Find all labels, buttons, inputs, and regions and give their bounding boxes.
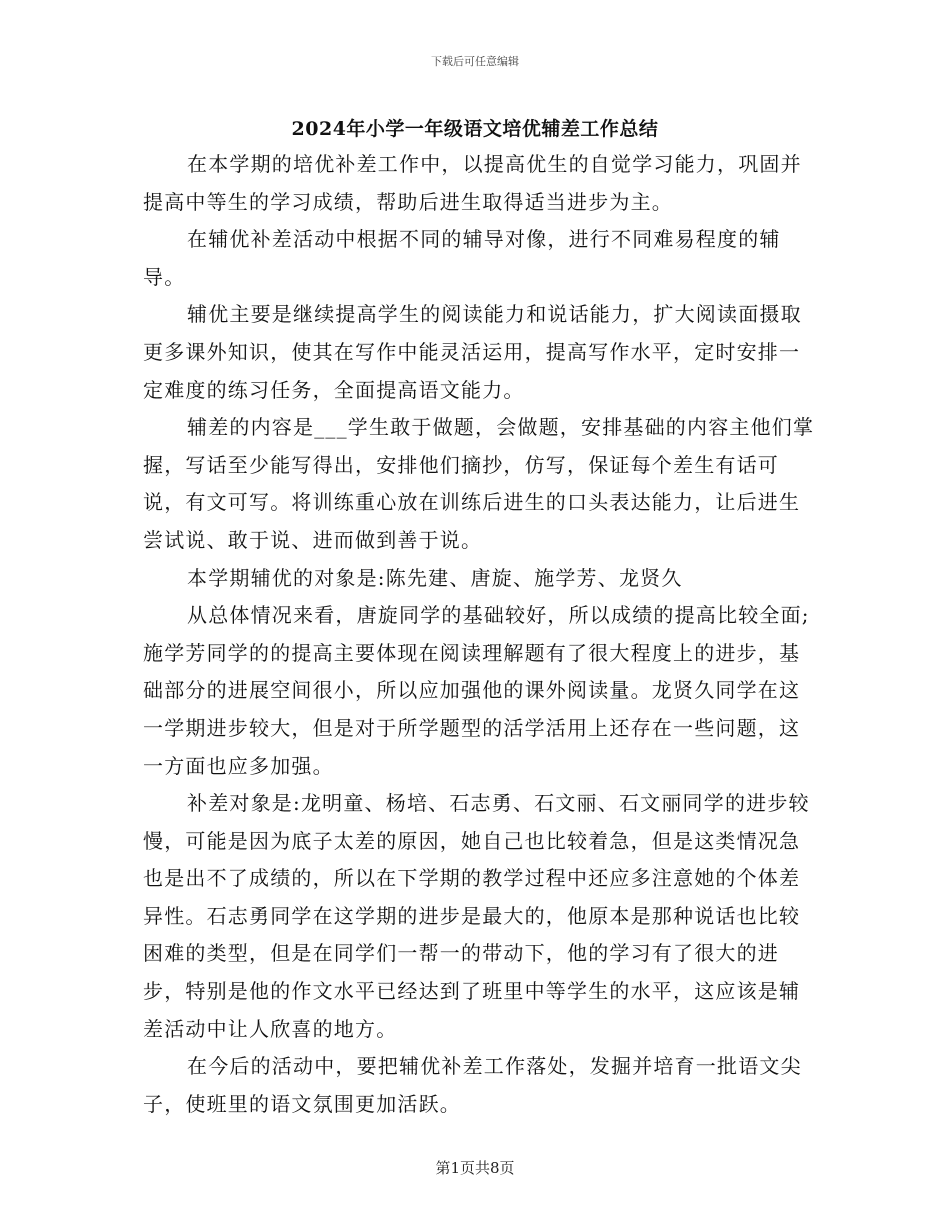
paragraph: 在本学期的培优补差工作中，以提高优生的自觉学习能力，巩固并提高中等生的学习成绩，帮助后进生取得适当进步为主。 <box>143 152 802 214</box>
document-body <box>143 146 815 1123</box>
paragraph: 从总体情况来看，唐旋同学的基础较好，所以成绩的提高比较全面;施学芳同学的的提高主要体现在阅读理解题有了很大程度上的进步，基础部分的进展空间很小，所以应加强他的课外阅读量。龙贤久同学在这一学期进步较大，但是对于所学题型的活学活用上还存在一些问题，这一方面也应多加强。 <box>143 603 810 778</box>
paragraph: 本学期辅优的对象是:陈先建、唐旋、施学芳、龙贤久 <box>187 565 683 590</box>
paragraph: 辅差的内容是___学生敢于做题，会做题，安排基础的内容主他们掌握，写话至少能写得出，安排他们摘抄，仿写，保证每个差生有话可说，有文可写。将训练重心放在训练后进生的口头表达能力，让后进生尝试说、敢于说、进而做到善于说。 <box>143 415 815 552</box>
page-header-note: 下载后可任意编辑 <box>431 55 519 68</box>
paragraph: 在今后的活动中，要把辅优补差工作落处，发掘并培育一批语文尖子，使班里的语文氛围更加活跃。 <box>143 1054 802 1116</box>
paragraph: 补差对象是:龙明童、杨培、石志勇、石文丽、石文丽同学的进步较慢，可能是因为底子太差的原因，她自己也比较着急，但是这类情况急也是出不了成绩的，所以在下学期的教学过程中还应多注意她的个体差异性。石志勇同学在这学期的进步是最大的，他原本是那种说话也比较困难的类型，但是在同学们一帮一的带动下，他的学习有了很大的进步，特别是他的作文水平已经达到了班里中等学生的水平，这应该是辅差活动中让人欣喜的地方。 <box>143 791 810 1041</box>
paragraph: 辅优主要是继续提高学生的阅读能力和说话能力，扩大阅读面摄取更多课外知识，使其在写作中能灵活运用，提高写作水平，定时安排一定难度的练习任务，全面提高语文能力。 <box>143 302 802 402</box>
document-title: 2024年小学一年级语文培优辅差工作总结 <box>291 118 659 140</box>
page-footer: 第1页共8页 <box>435 1159 515 1177</box>
paragraph: 在辅优补差活动中根据不同的辅导对像，进行不同难易程度的辅导。 <box>143 227 781 289</box>
